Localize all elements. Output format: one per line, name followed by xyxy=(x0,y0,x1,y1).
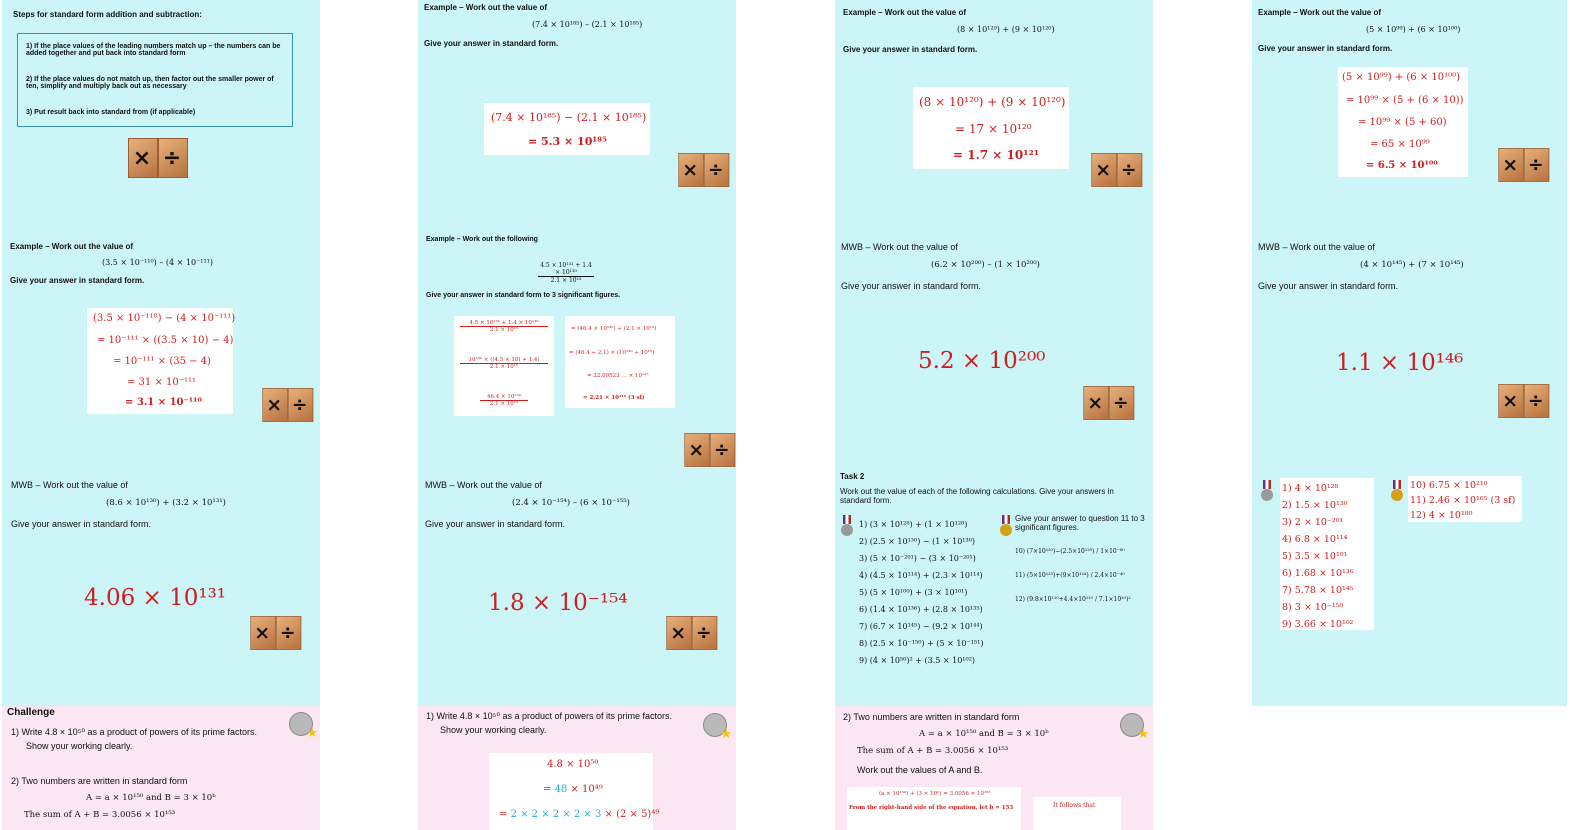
work-line: 46.4 × 10¹³⁰ xyxy=(480,394,528,401)
answer-item: 3) 2 × 10⁻²⁰¹ xyxy=(1282,517,1344,528)
give-answer-text: Give your answer in standard form. xyxy=(843,45,978,54)
work-line: 10¹³⁰ × ((4.5 × 10) + 1.4) xyxy=(460,357,548,364)
mwb-answer: 4.06 × 10¹³¹ xyxy=(84,585,227,611)
example2-title: Example – Work out the following xyxy=(426,236,538,243)
mwb-title: MWB – Work out the value of xyxy=(425,480,542,490)
challenge-q1b: Show your working clearly. xyxy=(440,725,547,735)
answers-column xyxy=(1410,478,1515,523)
work-line: It follows that xyxy=(1053,802,1096,809)
example-expression: (8 × 10¹²⁰) + (9 × 10¹²⁰) xyxy=(957,25,1055,34)
worked-solution-left xyxy=(454,316,554,416)
answer-item: 9) 3.66 × 10¹⁰² xyxy=(1282,619,1354,630)
challenge-q2-work: Work out the values of A and B. xyxy=(857,765,983,775)
mwb-expression: (8.6 × 10¹³⁰) + (3.2 × 10¹³¹) xyxy=(106,498,226,508)
answer-item: 1) 4 × 10¹²⁸ xyxy=(1282,483,1339,494)
calculator-ban-icon: × ÷ xyxy=(250,616,299,650)
step-3: 3) Put result back into standard from (if applicable) xyxy=(26,109,196,116)
premium-badge-icon: ★ xyxy=(703,713,727,737)
challenge-q1: 1) Write 4.8 × 10⁵⁰ as a product of powers of its prime factors. xyxy=(11,727,258,737)
challenge-title: Challenge xyxy=(7,707,55,718)
task-item: 1) (3 × 10¹²⁸) + (1 × 10¹²⁸) xyxy=(859,520,968,529)
fraction-numerator: 4.5 × 10¹³¹ + 1.4 × 10¹³⁰ xyxy=(538,262,594,277)
work-line: 2.1 × 10¹⁵ xyxy=(489,401,519,407)
calculator-ban-icon: × ÷ xyxy=(1498,384,1547,418)
give-answer-text: Give your answer in standard form. xyxy=(10,276,145,285)
challenge-q2-sum: The sum of A + B = 3.0056 × 10¹⁵³ xyxy=(857,746,1009,756)
work-line: (8 × 10¹²⁰) + (9 × 10¹²⁰) xyxy=(919,95,1066,109)
answer-item: 7) 5.78 × 10¹⁴⁵ xyxy=(1282,585,1354,596)
work-line: = 22.09523 … × 10¹¹⁵ xyxy=(587,373,649,379)
work-line: 2.1 × 10¹⁵ xyxy=(489,327,519,333)
task-item: 4) (4.5 × 10¹¹⁴) + (2.3 × 10¹¹⁴) xyxy=(859,571,983,580)
calculator-ban-icon: × ÷ xyxy=(128,138,186,178)
task-item: 7) (6.7 × 10¹⁴⁵) − (9.2 × 10¹⁴⁴) xyxy=(859,622,983,631)
work-line: = (46.4 ÷ 2.1) × (10¹³⁰ ÷ 10¹⁵) xyxy=(569,350,655,356)
work-line: = 10⁻¹¹¹ × ((3.5 × 10) − 4) xyxy=(97,335,234,346)
example-title: Example – Work out the value of xyxy=(10,242,133,251)
work-line: 4.5 × 10¹³¹ + 1.4 × 10¹³⁰ xyxy=(460,320,548,327)
work-line: = 48 × 10⁴⁹ xyxy=(543,784,603,795)
answer-item: 11) 2.46 × 10¹⁶⁵ (3 sf) xyxy=(1410,495,1516,506)
mwb-give: Give your answer in standard form. xyxy=(1258,281,1399,291)
task-item: 12) (9.8×10¹¹⁰+4.4×10¹¹⁰ / 7.1×10²⁰)² xyxy=(1015,596,1131,603)
gold-medal-icon xyxy=(999,515,1013,539)
work-line: = 17 × 10¹²⁰ xyxy=(955,122,1032,136)
answer-item: 6) 1.68 × 10¹³⁶ xyxy=(1282,568,1354,579)
work-line: = (46.4 × 10¹³⁰) ÷ (2.1 × 10¹⁵) xyxy=(571,326,657,332)
work-line: 4.8 × 10⁵⁰ xyxy=(547,759,599,770)
work-line: = 65 × 10⁹⁹ xyxy=(1370,139,1430,150)
challenge-working xyxy=(489,753,660,830)
work-final: = 3.1 × 10⁻¹¹⁰ xyxy=(125,397,202,408)
task-list-extension xyxy=(1015,540,1131,612)
silver-medal-icon xyxy=(840,515,854,539)
mwb-title: MWB – Work out the value of xyxy=(1258,242,1375,252)
work-line: = 10⁻¹¹¹ × (35 − 4) xyxy=(113,356,211,367)
step-1: 1) If the place values of the leading numbers match up – the numbers can be added together and put back into standard form xyxy=(26,43,281,57)
give-answer-text: Give your answer in standard form. xyxy=(424,39,559,48)
answer-item: 12) 4 × 10¹⁸⁰ xyxy=(1410,510,1473,521)
work-line: (3.5 × 10⁻¹¹⁰) − (4 × 10⁻¹¹¹) xyxy=(93,313,236,324)
work-line: (a × 10¹⁵⁰) + (3 × 10ᵇ) = 3.0056 × 10¹⁵³ xyxy=(879,791,991,797)
give-answer-3sf: Give your answer in standard form to 3 significant figures. xyxy=(426,292,621,299)
answer-item: 2) 1.5 × 10¹³⁰ xyxy=(1282,500,1348,511)
silver-medal-icon xyxy=(1260,480,1274,504)
mwb-answer: 5.2 × 10²⁰⁰ xyxy=(918,348,1046,374)
work-line: 2.1 × 10¹⁵ xyxy=(489,364,519,370)
premium-badge-icon: ★ xyxy=(289,712,313,736)
answers-list xyxy=(1280,478,1374,630)
worked-solution xyxy=(484,103,650,155)
work-final: = 2.21 × 10¹¹⁶ (3 sf) xyxy=(583,395,645,401)
task-item: 2) (2.5 × 10¹³⁰) − (1 × 10¹³⁰) xyxy=(859,537,976,546)
mwb-give: Give your answer in standard form. xyxy=(841,281,982,291)
worked-solution xyxy=(87,308,236,414)
mwb-answer: 1.8 × 10⁻¹⁵⁴ xyxy=(488,590,628,616)
work-line: = 31 × 10⁻¹¹¹ xyxy=(127,377,197,388)
mwb-answer: 1.1 × 10¹⁴⁶ xyxy=(1336,350,1464,376)
worked-solution xyxy=(913,87,1069,169)
answer-item: 4) 6.8 × 10¹¹⁴ xyxy=(1282,534,1348,545)
task-item: 10) (7×10¹³⁰)−(2.5×10¹²⁹) / 1×10⁻⁸⁰ xyxy=(1015,548,1125,555)
task-item: 3) (5 × 10⁻²⁰¹) − (3 × 10⁻²⁰¹) xyxy=(859,554,976,563)
task-list xyxy=(859,516,983,669)
task-item: 6) (1.4 × 10¹³⁶) + (2.8 × 10¹³⁵) xyxy=(859,605,983,614)
calculator-ban-icon: × ÷ xyxy=(262,388,311,422)
mwb-give: Give your answer in standard form. xyxy=(425,519,566,529)
answers-column xyxy=(1282,480,1353,633)
calculator-ban-icon: × ÷ xyxy=(684,433,733,467)
work-line: = 10⁹⁹ × (5 + (6 × 10)) xyxy=(1346,95,1464,106)
mwb-expression: (6.2 × 10²⁰⁰) – (1 × 10²⁰⁰) xyxy=(931,260,1040,270)
example2-expression xyxy=(538,262,594,284)
task-item: 9) (4 × 10⁵⁰)² + (3.5 × 10¹⁰²) xyxy=(859,656,976,665)
example-title: Example – Work out the value of xyxy=(424,3,547,12)
mwb-title: MWB – Work out the value of xyxy=(11,480,128,490)
challenge-q2: 2) Two numbers are written in standard form xyxy=(843,712,1020,722)
steps-title: Steps for standard form addition and subtraction: xyxy=(13,10,202,19)
mwb-expression: (2.4 × 10⁻¹⁵⁴) – (6 × 10⁻¹⁵⁵) xyxy=(512,498,630,508)
task-item: 5) (5 × 10¹⁰⁰) + (3 × 10¹⁰¹) xyxy=(859,588,968,597)
work-line: From the right-hand side of the equation, let b = 153 xyxy=(849,805,1014,811)
mwb-give: Give your answer in standard form. xyxy=(11,519,152,529)
example-title: Example – Work out the value of xyxy=(1258,8,1381,17)
worked-solution-right xyxy=(565,316,675,408)
calculator-ban-icon: × ÷ xyxy=(1083,386,1132,420)
work-line: (5 × 10⁹⁹) + (6 × 10¹⁰⁰) xyxy=(1342,72,1461,83)
task-instructions: Work out the value of each of the following calculations. Give your answers in standard form. xyxy=(840,487,1114,505)
challenge-q2-eq: A = a × 10¹⁵⁰ and B = 3 × 10ᵇ xyxy=(919,729,1049,739)
example-title: Example – Work out the value of xyxy=(843,8,966,17)
answer-item: 8) 3 × 10⁻¹⁵⁰ xyxy=(1282,602,1344,613)
example-expression: (3.5 × 10⁻¹¹⁰) – (4 × 10⁻¹¹¹) xyxy=(102,258,214,267)
work-line: (7.4 × 10¹⁸⁵) − (2.1 × 10¹⁸⁵) xyxy=(491,111,647,124)
task-note: Give your answer to question 11 to 3 significant figures. xyxy=(1015,514,1145,532)
give-answer-text: Give your answer in standard form. xyxy=(1258,44,1393,53)
challenge-q2-eq: A = a × 10¹⁵⁰ and B = 3 × 10ᵇ xyxy=(86,793,216,803)
challenge-q2: 2) Two numbers are written in standard form xyxy=(11,776,188,786)
work-final: = 1.7 × 10¹²¹ xyxy=(953,148,1039,162)
task-title: Task 2 xyxy=(840,472,865,481)
steps-box xyxy=(17,33,293,127)
premium-badge-icon: ★ xyxy=(1120,713,1144,737)
calculator-ban-icon: × ÷ xyxy=(666,616,715,650)
challenge-q2-sum: The sum of A + B = 3.0056 × 10¹⁵³ xyxy=(24,810,176,820)
gold-medal-icon xyxy=(1390,480,1404,504)
mwb-title: MWB – Work out the value of xyxy=(841,242,958,252)
answer-item: 10) 6.75 × 10²¹⁰ xyxy=(1410,480,1488,491)
work-final: = 5.3 × 10¹⁸⁵ xyxy=(528,135,607,148)
task-item: 11) (5×10¹²³)+(9×10¹²⁴) / 2.4×10⁻⁴⁰ xyxy=(1015,572,1125,579)
calculator-ban-icon: × ÷ xyxy=(1091,153,1140,187)
example-expression: (7.4 × 10¹⁸⁵) – (2.1 × 10¹⁸⁵) xyxy=(532,20,643,29)
work-line: = 10⁹⁹ × (5 + 60) xyxy=(1358,117,1447,128)
mwb-expression: (4 × 10¹⁴⁵) + (7 × 10¹⁴⁵) xyxy=(1360,260,1464,270)
example-expression: (5 × 10⁹⁹) + (6 × 10¹⁰⁰) xyxy=(1366,25,1461,34)
challenge-q1: 1) Write 4.8 × 10⁵⁰ as a product of powers of its prime factors. xyxy=(426,711,673,721)
calculator-ban-icon: × ÷ xyxy=(678,153,727,187)
calculator-ban-icon: × ÷ xyxy=(1498,148,1547,182)
worked-solution xyxy=(1338,67,1468,177)
answer-item: 5) 3.5 × 10¹⁰¹ xyxy=(1282,551,1348,562)
answers-list-extension xyxy=(1408,476,1522,522)
challenge-working-b xyxy=(1033,797,1121,830)
step-2: 2) If the place values do not match up, then factor out the smaller power of ten, simplify and multiply back out as necessary xyxy=(26,76,274,90)
work-line: = 2 × 2 × 2 × 2 × 3 × (2 × 5)⁴⁹ xyxy=(499,809,660,820)
work-final: = 6.5 × 10¹⁰⁰ xyxy=(1366,160,1438,171)
task-item: 8) (2.5 × 10⁻¹⁵⁰) + (5 × 10⁻¹⁵¹) xyxy=(859,639,984,648)
fraction-denominator: 2.1 × 10¹⁵ xyxy=(550,277,582,284)
challenge-q1b: Show your working clearly. xyxy=(26,741,133,751)
challenge-working xyxy=(847,787,1021,830)
